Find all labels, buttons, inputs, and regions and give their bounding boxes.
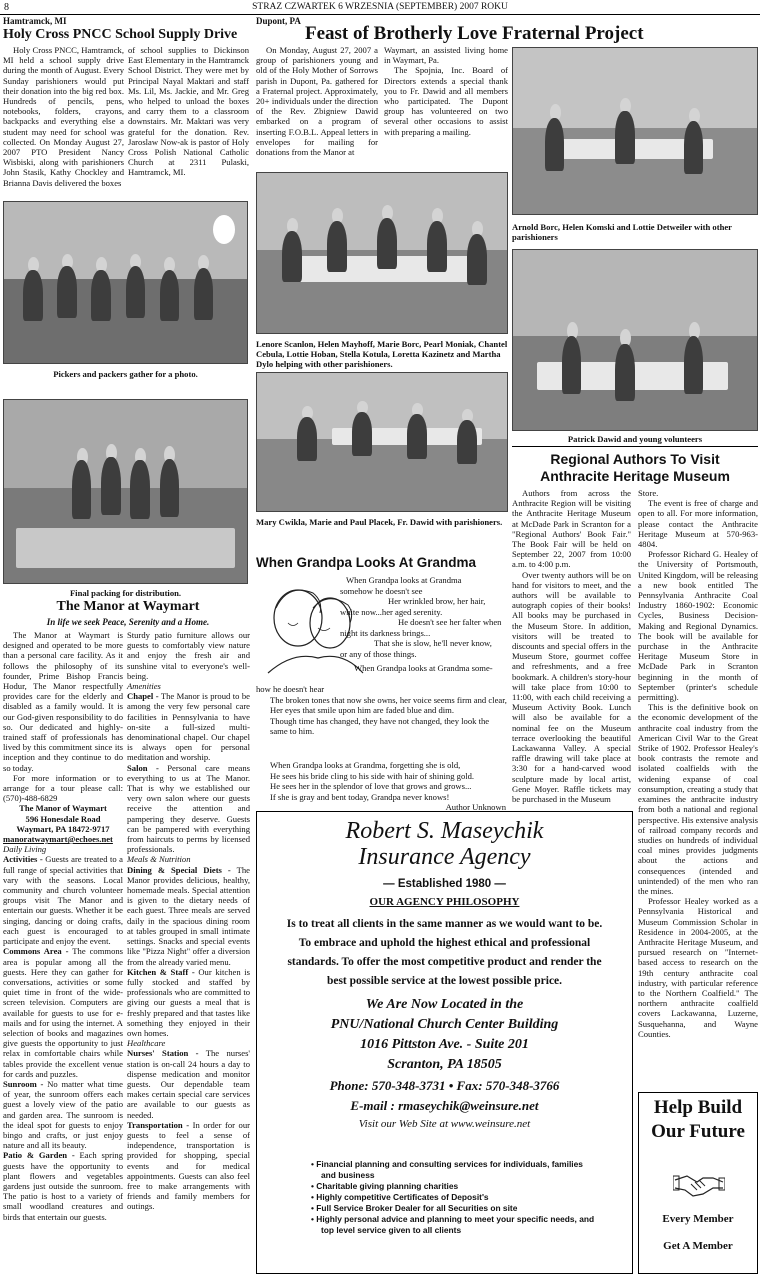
feast-col2: Waymart, an assisted living home in Waymart, Pa. The Spojnia, Inc. Board of Directors extends a special thank you to Fr. Dawid and all members who participated. The Dupont group has volunteered on two several other occasions to assist with preparing a mailing.: [384, 45, 508, 137]
manor-subhead: In life we seek Peace, Serenity and a Home.: [46, 617, 210, 627]
get-a-member: Get A Member: [663, 1240, 733, 1252]
photo-patrick-dawid: [512, 249, 758, 431]
ad-statement: Is to treat all clients in the same manner as we would want to be. To embrace and uphold the highest ethical and professional standards. To offer the most competitive product and render the best possible service at the lowest possible price.: [286, 918, 603, 987]
caption-final-packing: Final packing for distribution.: [69, 588, 182, 598]
grandpa-verse-top: When Grandpa looks at Grandma somehow he doesn't see Her wrinkled brow, her hair, white now...her aged serenity. He doesn't see her falter when night its darkness brings... That she is slow, he'll never know, or any of those things. When Grandpa looks at Grandma some-: [340, 575, 502, 673]
caption-arnold-borc: Arnold Borc, Helen Komski and Lottie Detweiler with other parishioners: [512, 222, 732, 242]
help-build-box: [638, 1092, 758, 1274]
feast-dateline: Dupont, PA: [256, 16, 301, 26]
holy-cross-dateline: Hamtramck, MI: [3, 16, 67, 26]
ad-email[interactable]: E-mail : rmaseychik@weinsure.net: [350, 1098, 539, 1113]
authors-headline: Regional Authors To Visit Anthracite Heritage Museum: [540, 451, 730, 484]
help-build-line2: Our Future: [651, 1121, 745, 1142]
every-member: Every Member: [662, 1213, 734, 1225]
ad-services-list: [307, 1159, 599, 1236]
ad-services-box: [307, 1159, 599, 1236]
ad-service-item: • Highly competitive Certificates of Deposit's: [307, 1192, 599, 1203]
manor-col1: The Manor at Waymart is designed and operated to be more than a personal care facility. As it follows the philosophy of its founder, Prime Bishop Francis Hodur, The Manor respectfully provides care for the elderly and disabled as a family would. It is our God-given responsibility to do so. Our dedicated and highly-trained staff of professionals has lived by this commitment since its inception and they continue to do so today. For more information or to arrange for a tour please call: (570)-488-6829 The Manor of Waymart 596 Honesdale Road Waymart, PA 18472-9717 manoratwaymart@echoes.net Daily Living Activities - Guests are treated to a full range of special activities that vary with the seasons. Local community and church volunteer groups visit The Manor and entertain our guests. Whether it be singing, dancing or doing crafts, each guest is encouraged to participate and enjoy the event. Commons Area - The commons area is popular among all the guests. Here they can gather for conversations, activities or some quiet time in front of the wide-screen television. Computers are available for guests to use for e-mails and for using the internet. A selection of books and magazines give guests the opportunity to just relax in comfortable chairs while tables provide the excellent venue for cards and puzzles. Sunroom - No matter what time of year, the sunroom offers each guest a lovely view of the patio and garden area. The sunroom is the ideal spot for guests to enjoy bingo and crafts, or just enjoy nature and all its beauty. Patio & Garden - Each spring guests have the opportunity to plant flowers and vegetables gardens just outside the sunroom. The patio is host to a variety of small woodland creatures and birds that entertain our guests.: [3, 630, 124, 1222]
ad-name-line1: Robert S. Maseychik: [345, 818, 544, 844]
ad-phone: Phone: 570-348-3731 • Fax: 570-348-3766: [329, 1078, 560, 1093]
ad-service-item: • Charitable giving planning charities: [307, 1181, 599, 1192]
photo-arnold-borc: [512, 47, 758, 215]
caption-lenore-scanlon: Lenore Scanlon, Helen Mayhoff, Marie Borc, Pearl Moniak, Chantel Cebula, Lottie Hoban, Stella Kotula, Loretta Kazinetz and Martha Dylo helping with other parishioners.: [256, 339, 508, 369]
ad-name-line2: Insurance Agency: [358, 844, 531, 870]
caption-pickers: Pickers and packers gather for a photo.: [53, 369, 198, 379]
photo-pickers-packers: [3, 201, 248, 364]
authors-col2: Store. The event is free of charge and open to all. For more information, please contact the Anthracite Heritage Museum at 570-963-4804. Professor Richard G. Healey of the University of Portsmouth, United Kingdom, will be releasing a new book entitled The Pennsylvania Anthracite Coal Industry 1860-1902: Economic Cycles, Business Decision-Making and Regional Dynamics. The book will be available for purchase in the Anthracite Heritage Museum Store in McDade Park in Scranton beginning in the month of September (printer's schedule permitting). This is the definitive book on the economic development of the anthracite coal industry from the American Civil War to the Great Strike of 1902. Professor Healey's book contrasts the remote and isolated coalfields with the widening expanse of coal consumption, creating a study that examines the anthracite industry from both a national and regional perspective. His extensive analysis of railroad company records and studies on hundreds of individual coal mines provides judgments about the actions and consequences (intended and unintended) of the men who ran the mines. Professor Healey worked as a Pennsylvania Historical and Museum Commission Scholar in Residence in 2004-2005, at the Anthracite Heritage Museum, and pursued research on "Internet-based access to research on the 19th century anthracite coal industry, with particular reference to the Northern Coalfield." The northern anthracite coalfield covers Lackawanna, Luzerne, Susquehanna, and Wayne Counties.: [638, 488, 758, 1039]
manor-headline: The Manor at Waymart: [56, 599, 200, 614]
grandpa-verse-end: When Grandpa looks at Grandma, forgetting she is old, He sees his bride cling to his side with hair of shining gold. He sees her in the splendor of love that grows and grows... If she is gray and bent today, Grandpa never knows! Author Unknown: [270, 760, 506, 812]
caption-mary-cwikla: Mary Cwikla, Marie and Paul Placek, Fr. Dawid with parishioners.: [256, 517, 503, 527]
masthead: STRAZ CZWARTEK 6 WRZESNIA (SEPTEMBER) 2007 ROKU: [252, 2, 508, 12]
holy-cross-headline: Holy Cross PNCC School Supply Drive: [3, 27, 238, 42]
ad-philosophy: OUR AGENCY PHILOSOPHY: [369, 896, 520, 908]
caption-patrick-dawid: Patrick Dawid and young volunteers: [567, 434, 703, 444]
feast-col1: On Monday, August 27, 2007 a group of parishioners young and old of the Holy Mother of Sorrows parish in Dupont, Pa. gathered for a Fraternal project. Approximately, 20+ individuals under the direction of the Rev. Zbigniew Dawid embarked on a program of inserting F.O.B.L. Appeal letters in envelopes for mailing for donations from the Manor at: [256, 45, 378, 158]
manor-col2: Sturdy patio furniture allows our guests to comfortably view nature and enjoy the fresh air and sunshine vital to everyone's well-being. Amenities Chapel - The Manor is proud to be among the very few personal care facilities in Pennsylvania to have on-site a full-sized multi-denominational chapel. Our chapel is always open for personal meditation and worship. Salon - Personal care means everything to us at The Manor. That is why we established our very own salon where our guests receive the attention and pampering they deserve. Guests can be pampered with everything from haircuts to perms by licensed professionals. Meals & Nutrition Dining & Special Diets - The Manor provides delicious, healthy, homemade meals. Special attention is given to the dietary needs of each guest. Three meals are served daily in the spacious dining room at tables grouped in small intimate settings. Snacks and special events like "Pizza Night" offer a diversion from the already varied menu. Kitchen & Staff - Our kitchen is fully stocked and staffed by professionals who are committed to giving our guests a meal that is freshly prepared and that tastes like something they enjoyed in their own homes. Healthcare Nurses' Station - The nurses' station is on-call 24 hours a day to dispense medication and monitor guests. Our dependable team makes certain special care services are available to our guests as needed. Transportation - In order for our guests to feel a sense of independence, transportation is provided for shopping, special events and for medical appointments. Guests can also feel free to make arrangements with friends and family members for outings.: [127, 630, 250, 1212]
feast-headline: Feast of Brotherly Love Fraternal Project: [305, 23, 644, 44]
photo-lenore-scanlon: [256, 172, 508, 334]
help-build-line1: Help Build: [653, 1097, 743, 1118]
grandpa-verse-mid: how he doesn't hear The broken tones that now she owns, her voice seems firm and clear, Her eyes that smile upon him are faded blue and dim. Though time has changed, they have not changed, they look the same to him.: [256, 684, 507, 736]
page-number: 8: [4, 2, 9, 13]
ad-established: — Established 1980 —: [383, 878, 506, 890]
manor-email-link[interactable]: manoratwaymart@echoes.net: [3, 834, 113, 845]
header-rule: [0, 14, 760, 15]
insurance-ad: [256, 811, 633, 1274]
holy-cross-col1: Holy Cross PNCC, Hamtramck, MI held a school supply drive during the month of August. Every Sunday parishioners would put their donation into the big red box. Hundreds of pencils, pens, notebooks, folders, crayons, backpacks and everything else a student may need for school was collected. On Monday August 27, 2007 PTO President Nancy Wisbiski, along with parishioners John Stasik, Kathy Chockley and Brianna Davis delivered the boxes: [3, 45, 124, 188]
authors-top-rule: [512, 446, 758, 447]
ad-location: We Are Now Located in the PNU/National Church Center Building 1016 Pittston Ave. - Suite 201 Scranton, PA 18505: [330, 997, 559, 1072]
grandpa-headline: When Grandpa Looks At Grandma: [256, 555, 477, 570]
ad-service-item: • Full Service Broker Dealer for all Securities on site: [307, 1203, 599, 1214]
holy-cross-col2: of school supplies to Dickinson East Elementary in the Hamtramck School District. They were met by Principal Nayal Maktari and staff Ms. Lil, Ms. Jackie, and Mr. Greg who helped to unload the boxes and carry them to a classroom downstairs. Mr. Maktari was very grateful for the donation. Rev. Jaroslaw Now-ak is pastor of Holy Cross Polish National Catholic Church at 2311 Pulaski, Hamtramck, MI.: [128, 45, 249, 178]
photo-mary-cwikla: [256, 372, 508, 512]
ad-service-item: • Highly personal advice and planning to meet your specific needs, and top level service given to all clients: [307, 1214, 599, 1236]
photo-final-packing: [3, 399, 248, 584]
ad-website[interactable]: Visit our Web Site at www.weinsure.net: [358, 1118, 531, 1130]
ad-service-item: • Financial planning and consulting services for individuals, families and business: [307, 1159, 599, 1181]
handshake-icon: [673, 1166, 725, 1200]
authors-col1: Authors from across the Anthracite Region will be visiting the Anthracite Heritage Museum at McDade Park in Scranton for a "Regional Authors' Book Fair." The Book Fair will be held on September 22, 2007 from 10:00 a.m. to 4:00 p.m. Over twenty authors will be on hand for visitors to meet, and the authors will be available to autograph copies of their books! All books may be purchased in the Museum Store. In addition, visitors will be treated to discounts and special offers in the Museum Store, gourmet coffee and refreshments, and a free bookmark. A children's story-hour will take place from 10:00 to 11:00, with each child receiving a Museum Activity Book. Lunch will also be available for a nominal fee on the Museum terrace overlooking the beautiful Lackawanna Valley. A special raffle drawing will take place at 3:30 for a hand-carved wood sculpture made by local artist, Gene Moyer. Raffle tickets may be purchased in the Museum: [512, 488, 631, 805]
